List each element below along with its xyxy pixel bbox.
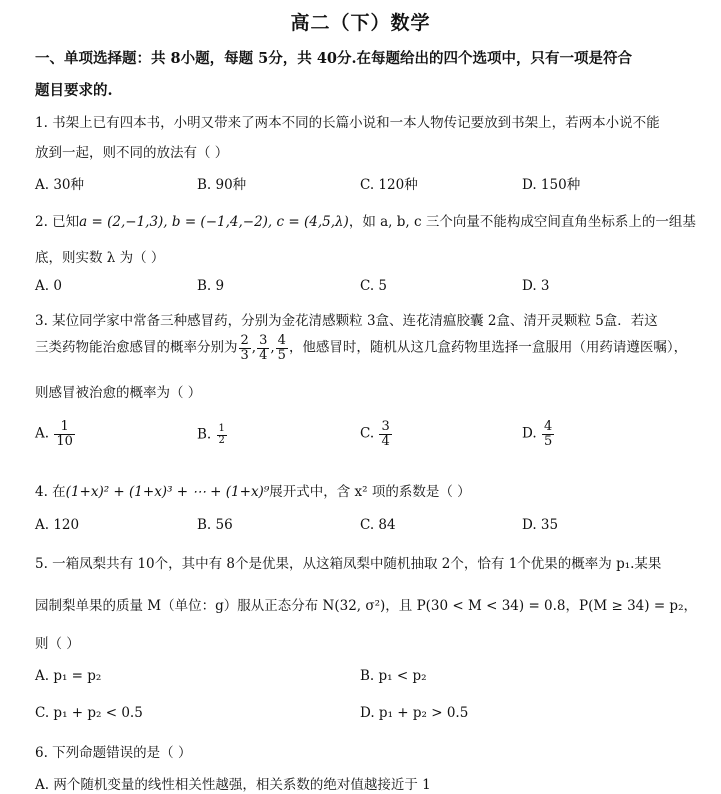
q3-option-c: C. $\frac{3}{4}$ <box>360 419 390 449</box>
q1-option-d: D. 150种 <box>522 177 581 193</box>
q2-line1 <box>35 210 696 230</box>
q6-line1: 6. 下列命题错误的是（ ） <box>35 745 192 761</box>
q3-option-d: D. $\frac{4}{5}$ <box>522 419 553 449</box>
q5-option-d: D. p₁ + p₂ > 0.5 <box>360 705 469 721</box>
q2-line2: 底，则实数 λ 为（ ） <box>35 250 165 266</box>
q4-prefix: 4. 在 <box>35 484 66 500</box>
q4-suffix: 展开式中，含 x² 项的系数是（ ） <box>269 484 471 500</box>
q4-line1 <box>35 480 471 500</box>
q1-line2: 放到一起，则不同的放法有（ ） <box>35 145 229 161</box>
q4-option-a: A. 120 <box>35 517 80 533</box>
q1-option-a: A. 30种 <box>35 177 85 193</box>
q4-option-b: B. 56 <box>197 517 233 533</box>
q5-option-c: C. p₁ + p₂ < 0.5 <box>35 705 143 721</box>
section-heading-line1: 一、单项选择题：共 8小题，每题 5分，共 40分.在每题给出的四个选项中，只有一项是符合 <box>35 50 633 67</box>
section-heading-line2: 题目要求的. <box>35 82 113 99</box>
q2-vectors: a = (2,−1,3), b = (−1,4,−2), c = (4,5,λ) <box>79 214 349 230</box>
q4-option-d: D. 35 <box>522 517 559 533</box>
q3-fraction-2: $\frac{3}{4}$ <box>259 333 268 363</box>
q3-line2: 三类药物能治愈感冒的概率分别为 $\frac{2}{3}$ , $\frac{3}{4}$ , $\frac{4}{5}$ ，他感冒时，随机从这几盒药物里选择一盒服用（用药请遵医嘱）， <box>35 333 688 363</box>
q3-line3: 则感冒被治愈的概率为（ ） <box>35 385 202 401</box>
q5-option-b: B. p₁ < p₂ <box>360 668 427 684</box>
q5-option-a: A. p₁ = p₂ <box>35 668 102 684</box>
q5-line2: 园制梨单果的质量 M（单位：g）服从正态分布 N(32, σ²)，且 P(30 < M < 34) = 0.8，P(M ≥ 34) = p₂， <box>35 598 697 614</box>
q4-expression: (1+x)² + (1+x)³ + ⋯ + (1+x)⁹ <box>65 484 270 500</box>
q1-option-b: B. 90种 <box>197 177 247 193</box>
q3-line2-suffix: ，他感冒时，随机从这几盒药物里选择一盒服用（用药请遵医嘱）， <box>288 339 688 356</box>
q5-line1: 5. 一箱凤梨共有 10个，其中有 8个是优果，从这箱凤梨中随机抽取 2个，恰有 1个优果的概率为 p₁.某果 <box>35 556 662 572</box>
q2-option-a: A. 0 <box>35 278 62 294</box>
q3-line1: 3. 某位同学家中常备三种感冒药，分别为金花清感颗粒 3盒、连花清瘟胶囊 2盒、清开灵颗粒 5盒．若这 <box>35 313 658 329</box>
q4-option-c: C. 84 <box>360 517 396 533</box>
q6-option-a: A. 两个随机变量的线性相关性越强，相关系数的绝对值越接近于 1 <box>35 777 431 793</box>
q2-prefix: 2. 已知 <box>35 214 80 230</box>
q2-option-b: B. 9 <box>197 278 225 294</box>
q3-fraction-3: $\frac{4}{5}$ <box>277 333 286 363</box>
q2-option-c: C. 5 <box>360 278 388 294</box>
q1-option-c: C. 120种 <box>360 177 418 193</box>
q3-option-a: A. $\frac{1}{10}$ <box>35 419 73 449</box>
q2-option-d: D. 3 <box>522 278 550 294</box>
q2-middle: ，如 a, b, c 三个向量不能构成空间直角坐标系上的一组基 <box>348 214 696 230</box>
page-title: 高二（下）数学 <box>290 12 431 34</box>
q1-line1: 1. 书架上已有四本书，小明又带来了两本不同的长篇小说和一本人物传记要放到书架上，若两本小说不能 <box>35 115 660 131</box>
q5-line3: 则（ ） <box>35 636 80 652</box>
q3-fraction-1: $\frac{2}{3}$ <box>240 333 249 363</box>
q3-option-b: B. $\frac{1}{2}$ <box>197 423 225 446</box>
q3-line2-prefix: 三类药物能治愈感冒的概率分别为 <box>35 339 238 356</box>
